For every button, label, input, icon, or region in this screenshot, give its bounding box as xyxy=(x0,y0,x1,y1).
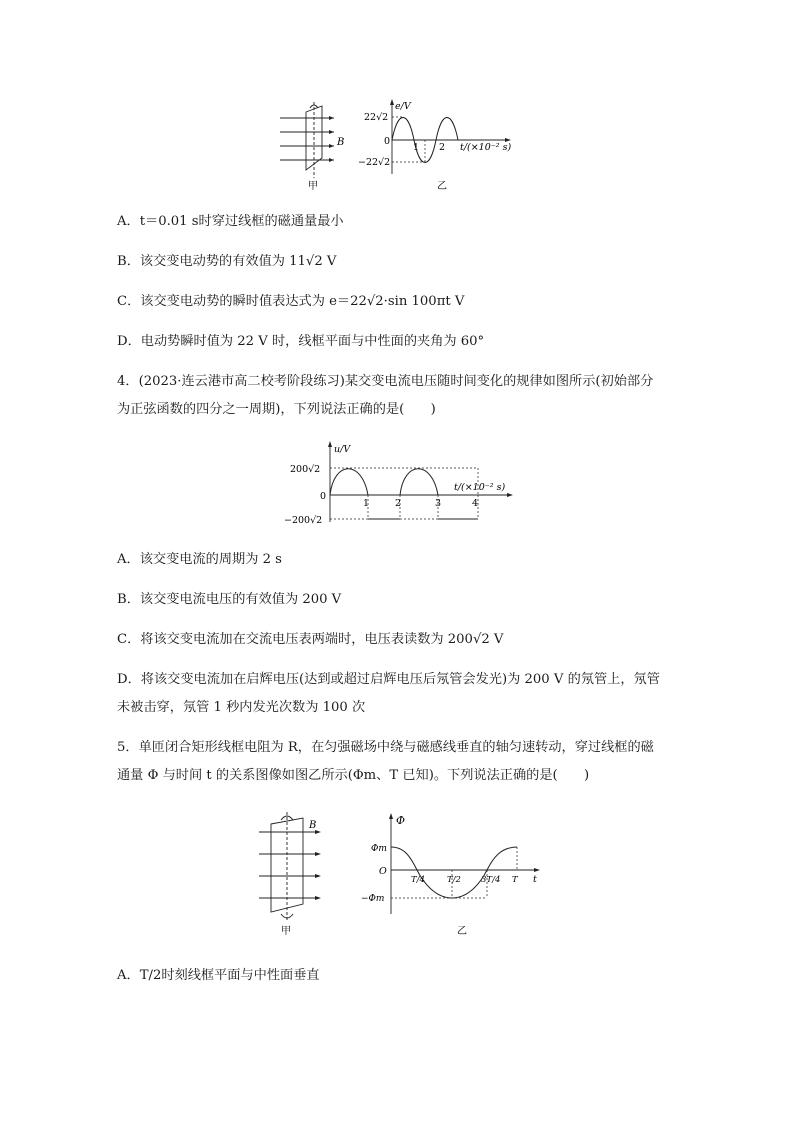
fig2-tick-4: 4 xyxy=(472,498,479,509)
fig2-x-axis-label: t/(×10⁻² s) xyxy=(454,482,506,493)
q4-option-c: C．将该交变电流加在交流电压表两端时，电压表读数为 200√2 V xyxy=(117,632,504,647)
figure-1-svg xyxy=(270,98,530,194)
fig3-flux-curve xyxy=(391,847,517,898)
fig3-y-min-label: −Φm xyxy=(361,894,385,904)
figure-3 xyxy=(255,810,555,938)
figure-1 xyxy=(270,98,530,194)
figure-2-svg xyxy=(282,440,522,526)
fig2-y-axis-label: u/V xyxy=(334,444,351,455)
q4-option-d-line1: D．将该交变电流加在启辉电压(达到或超过启辉电压后氖管会发光)为 200 V 的氖管上，氖管 xyxy=(117,672,660,687)
figure-3-svg xyxy=(255,810,555,938)
fig1-jia-label: 甲 xyxy=(308,181,318,192)
figure-2 xyxy=(282,440,522,526)
fig3-tick-t4: T/4 xyxy=(411,875,425,885)
q3-option-d: D．电动势瞬时值为 22 V 时，线框平面与中性面的夹角为 60° xyxy=(117,334,485,349)
q3-option-c: C．该交变电动势的瞬时值表达式为 e＝22√2·sin 100πt V xyxy=(117,294,465,309)
fig1-yi-label: 乙 xyxy=(437,181,447,192)
fig3-tick-t: T xyxy=(512,875,518,885)
fig2-y-max-label: 200√2 xyxy=(290,464,321,475)
q3-option-b: B．该交变电动势的有效值为 11√2 V xyxy=(117,254,337,269)
fig3-x-axis-label: t xyxy=(533,874,537,885)
fig2-tick-2: 2 xyxy=(395,498,402,509)
q4-option-b: B．该交变电流电压的有效值为 200 V xyxy=(117,592,342,607)
fig2-hump-1 xyxy=(330,469,368,495)
fig3-y-max-label: Φm xyxy=(371,844,387,854)
fig1-y-min-label: −22√2 xyxy=(358,157,391,168)
fig3-tick-t2: T/2 xyxy=(447,875,461,885)
fig1-tick-1: 1 xyxy=(413,142,420,153)
q5-stem-line2: 通量 Φ 与时间 t 的关系图像如图乙所示(Φm、T 已知)。下列说法正确的是( ) xyxy=(117,768,590,783)
fig3-b-label: B xyxy=(309,820,317,831)
fig1-x-axis-label: t/(×10⁻² s) xyxy=(460,142,512,153)
q3-option-a: A．t＝0.01 s时穿过线框的磁通量最小 xyxy=(117,214,344,229)
fig1-y-axis-label: e/V xyxy=(395,101,411,112)
fig1-y-max-label: 22√2 xyxy=(364,112,389,123)
fig2-tick-3: 3 xyxy=(435,498,442,509)
fig2-origin-label: 0 xyxy=(320,491,327,502)
q5-option-a: A．T/2时刻线框平面与中性面垂直 xyxy=(117,968,320,983)
q4-option-a: A．该交变电流的周期为 2 s xyxy=(117,552,282,567)
fig1-coil-diagram xyxy=(280,102,334,178)
q5-stem-line1: 5．单匝闭合矩形线框电阻为 R，在匀强磁场中绕与磁感线垂直的轴匀速转动，穿过线框的磁 xyxy=(117,740,654,755)
fig3-origin-label: O xyxy=(379,866,387,877)
fig2-tick-1: 1 xyxy=(363,498,370,509)
fig3-graph xyxy=(389,813,540,914)
fig3-yi-label: 乙 xyxy=(457,926,467,937)
q4-stem-line2: 为正弦函数的四分之一周期)，下列说法正确的是( ) xyxy=(117,402,436,417)
fig3-y-axis-label: Φ xyxy=(396,814,406,827)
q4-option-d-line2: 未被击穿，氖管 1 秒内发光次数为 100 次 xyxy=(117,700,366,715)
fig2-hump-2 xyxy=(400,469,438,495)
fig2-y-min-label: −200√2 xyxy=(284,515,323,526)
fig1-tick-2: 2 xyxy=(439,142,446,153)
fig3-jia-label: 甲 xyxy=(281,926,291,937)
fig3-tick-3t4: 3T/4 xyxy=(481,875,501,885)
q4-stem-line1: 4．(2023·连云港市高二校考阶段练习)某交变电流电压随时间变化的规律如图所示(初始部分 xyxy=(117,374,654,389)
fig1-b-label: B xyxy=(337,137,345,148)
fig1-origin-label: 0 xyxy=(384,136,391,147)
